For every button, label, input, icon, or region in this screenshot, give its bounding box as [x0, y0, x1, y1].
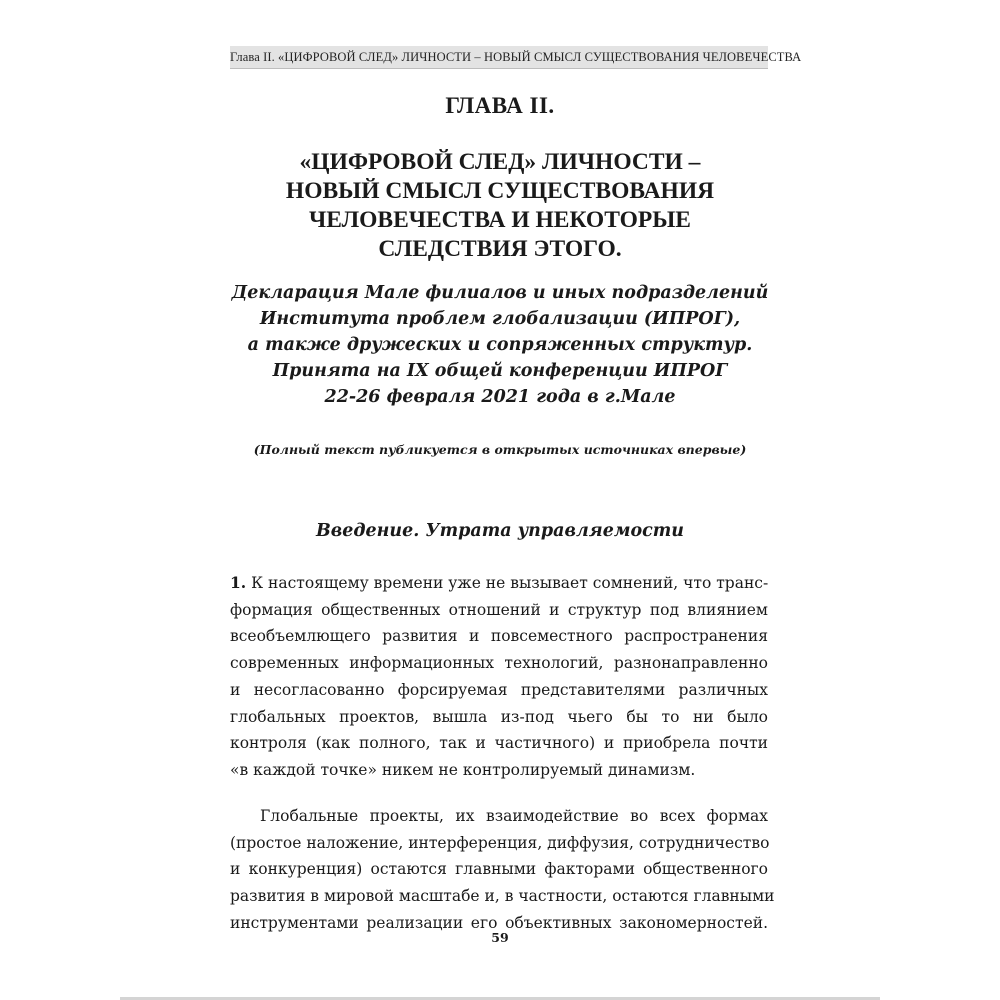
- paragraph-line: современных информационных технологий, разнонаправленно: [230, 654, 768, 673]
- declaration-line: Института проблем глобализации (ИПРОГ),: [259, 309, 741, 329]
- paragraph-line: формация общественных отношений и структур под влиянием: [230, 600, 768, 619]
- paragraph-line: и несогласованно форсируемая представителями различных: [230, 680, 768, 699]
- paragraph-line: развития в мировой масштабе и, в частности, остаются главными: [230, 887, 775, 906]
- page-number: 59: [491, 930, 509, 945]
- declaration-line: а также дружеских и сопряженных структур.: [247, 335, 753, 355]
- chapter-title-line: СЛЕДСТВИЯ ЭТОГО.: [378, 236, 622, 262]
- chapter-title-line: НОВЫЙ СМЫСЛ СУЩЕСТВОВАНИЯ: [285, 178, 715, 204]
- paragraph-line: контроля (как полного, так и частичного) и приобрела почти: [230, 734, 768, 753]
- declaration-line: 22-26 февраля 2021 года в г.Мале: [324, 387, 676, 407]
- paragraph-line: глобальных проектов, вышла из-под чьего бы то ни было: [230, 707, 768, 726]
- paragraph-line: 1. К настоящему времени уже не вызывает сомнений, что транс-: [230, 573, 769, 592]
- publication-note: (Полный текст публикуется в открытых источниках впервые): [253, 442, 747, 457]
- paragraph-1: [230, 570, 768, 784]
- declaration-line: Принята на IX общей конференции ИПРОГ: [272, 361, 728, 381]
- paragraph-line: «в каждой точке» никем не контролируемый динамизм.: [230, 760, 696, 779]
- declaration-line: Декларация Мале филиалов и иных подразделений: [231, 283, 769, 303]
- chapter-label: ГЛАВА II.: [445, 93, 555, 118]
- chapter-title-line: «ЦИФРОВОЙ СЛЕД» ЛИЧНОСТИ –: [299, 149, 701, 175]
- running-header: Глава II. «ЦИФРОВОЙ СЛЕД» ЛИЧНОСТИ – НОВЫЙ СМЫСЛ СУЩЕСТВОВАНИЯ ЧЕЛОВЕЧЕСТВА: [230, 46, 768, 69]
- paragraph-number: 1.: [230, 573, 247, 592]
- section-title: Введение. Утрата управляемости: [315, 521, 685, 541]
- chapter-title: [0, 148, 1000, 264]
- chapter-title-line: ЧЕЛОВЕЧЕСТВА И НЕКОТОРЫЕ: [309, 207, 691, 233]
- paragraph-line: инструментами реализации его объективных закономерностей.: [230, 913, 768, 932]
- paragraph-line: и конкуренция) остаются главными факторами общественного: [230, 860, 768, 879]
- paragraph-line: Глобальные проекты, их взаимодействие во всех формах: [260, 807, 768, 825]
- paragraph-line: (простое наложение, интерференция, диффузия, сотрудничество: [230, 833, 770, 852]
- paragraph-line: всеобъемлющего развития и повсеместного распространения: [230, 627, 768, 646]
- declaration-block: [0, 280, 1000, 410]
- paragraph-2: [230, 803, 775, 937]
